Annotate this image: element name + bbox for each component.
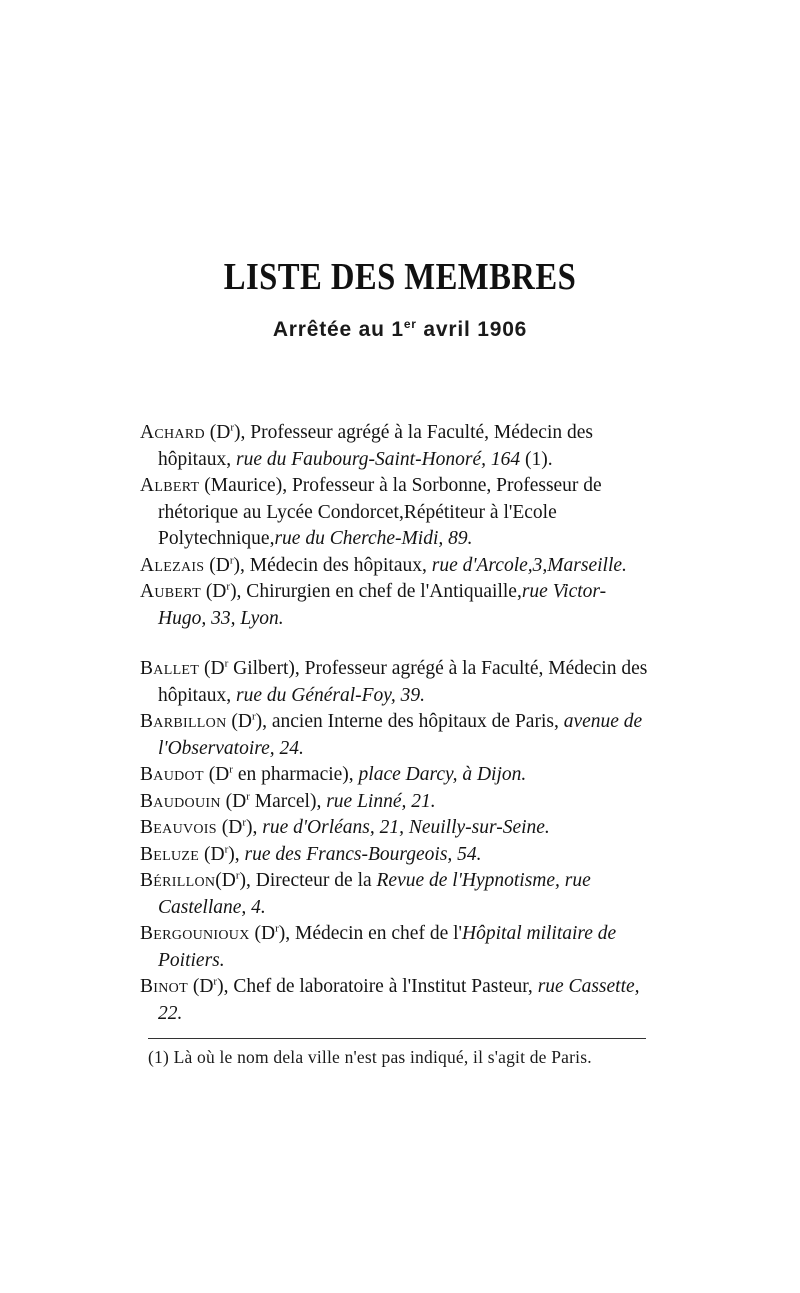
member-address: place Darcy, à Dijon. [358, 764, 527, 785]
member-entry [140, 762, 650, 789]
member-description: (D [215, 870, 236, 891]
subtitle-suffix: avril 1906 [416, 318, 528, 341]
member-entry [140, 709, 650, 762]
member-description: ), ancien Interne des hôpitaux de Paris, [255, 711, 564, 732]
subtitle-superscript: er [403, 317, 417, 331]
member-address: rue Victor-Hugo, 33, Lyon. [158, 581, 607, 629]
member-name: Baudot [140, 764, 204, 785]
member-address: Hôpital militaire de Poitiers. [158, 923, 617, 971]
member-description: (D [220, 790, 247, 812]
member-description: (D [200, 581, 227, 602]
member-address: avenue de l'Observatoire, 24. [158, 711, 643, 759]
member-description: Gilbert), Professeur agrégé à la Faculté, Médecin des hôpitaux, [158, 658, 648, 706]
member-address: Revue de l'Hypnotisme, rue Castellane, 4. [158, 870, 591, 918]
title-superscript: r [229, 554, 234, 566]
member-entry [140, 420, 650, 473]
member-name: Ballet [140, 658, 200, 679]
member-description: ), [228, 843, 245, 865]
title-superscript: r [235, 869, 240, 882]
member-name: Binot [140, 976, 188, 997]
title-superscript: r [242, 816, 246, 829]
member-name: Bergounioux [140, 923, 250, 944]
title-superscript: r [224, 657, 229, 670]
member-description: ), Directeur de la [239, 870, 377, 891]
title-superscript: r [275, 922, 279, 935]
member-description: (Maurice), Professeur à la Sorbonne, Professeur de rhétorique au Lycée Condorcet,Répétiteur à l'Ecole Polytechnique, [158, 475, 602, 549]
member-name: Albert [140, 475, 200, 496]
title-superscript: r [224, 843, 229, 855]
title-superscript: r [251, 710, 256, 723]
member-address: rue Linné, 21. [326, 790, 436, 812]
member-name: Baudouin [140, 790, 221, 812]
member-entry [140, 656, 650, 709]
member-description: ), Médecin des hôpitaux, [233, 554, 432, 576]
title-superscript: r [213, 975, 218, 988]
footnote: (1) Là où le nom dela ville n'est pas indiqué, il s'agit de Paris. [148, 1047, 592, 1067]
subtitle-prefix: Arrêtée au 1 [272, 318, 404, 341]
member-name: Beluze [140, 843, 200, 865]
member-address: rue des Francs-Bourgeois, 54. [244, 843, 482, 865]
member-name: Beauvois [140, 817, 217, 838]
member-description: (1). [520, 448, 553, 470]
member-entry [140, 974, 650, 1027]
member-description: (D [204, 554, 230, 576]
member-description: (D [216, 817, 243, 838]
member-description: (D [199, 658, 225, 679]
member-list [140, 420, 650, 1027]
member-description: (D [199, 843, 225, 865]
member-description: ), Professeur agrégé à la Faculté, Médecin des hôpitaux, [158, 422, 593, 470]
member-address: rue du Cherche-Midi, 89. [274, 528, 473, 549]
member-description: (D [249, 923, 276, 944]
member-entry [140, 842, 650, 869]
member-entry [140, 868, 650, 921]
member-description: (D [187, 976, 214, 997]
member-entry [140, 921, 650, 974]
member-description: (D [226, 711, 252, 732]
page-subtitle [0, 318, 800, 342]
page-title: LISTE DES MEMBRES [223, 256, 577, 298]
footnote-divider [148, 1038, 646, 1039]
member-description: ), Médecin en chef de l' [278, 923, 463, 944]
member-entry [140, 789, 650, 816]
member-description: (D [203, 764, 230, 785]
title-superscript: r [246, 790, 250, 802]
member-address: rue Cassette, 22. [158, 976, 640, 1024]
member-description: ), Chef de laboratoire à l'Institut Pasteur, [217, 976, 538, 997]
member-description: Marcel), [249, 790, 327, 812]
member-entry [140, 473, 650, 553]
member-name: Achard [140, 422, 205, 443]
member-address: rue d'Orléans, 21, Neuilly-sur-Seine. [262, 817, 550, 838]
member-description: en pharmacie), [232, 764, 359, 785]
title-superscript: r [229, 763, 233, 776]
title-superscript: r [226, 580, 231, 593]
member-address: rue du Faubourg-Saint-Honoré, 164 [236, 448, 521, 470]
title-superscript: r [230, 421, 235, 434]
member-address: rue d'Arcole,3,Marseille. [431, 554, 627, 576]
member-description: (D [204, 422, 231, 443]
member-name: Bérillon [140, 870, 216, 891]
member-description: ), Chirurgien en chef de l'Antiquaille, [230, 581, 522, 602]
member-entry [140, 815, 650, 842]
member-description: ), [245, 817, 263, 838]
member-entry [140, 579, 650, 632]
member-name: Aubert [140, 581, 201, 602]
member-address: rue du Général-Foy, 39. [236, 684, 426, 706]
member-entry [140, 553, 650, 580]
member-name: Barbillon [140, 711, 227, 732]
member-name: Alezais [140, 554, 205, 576]
